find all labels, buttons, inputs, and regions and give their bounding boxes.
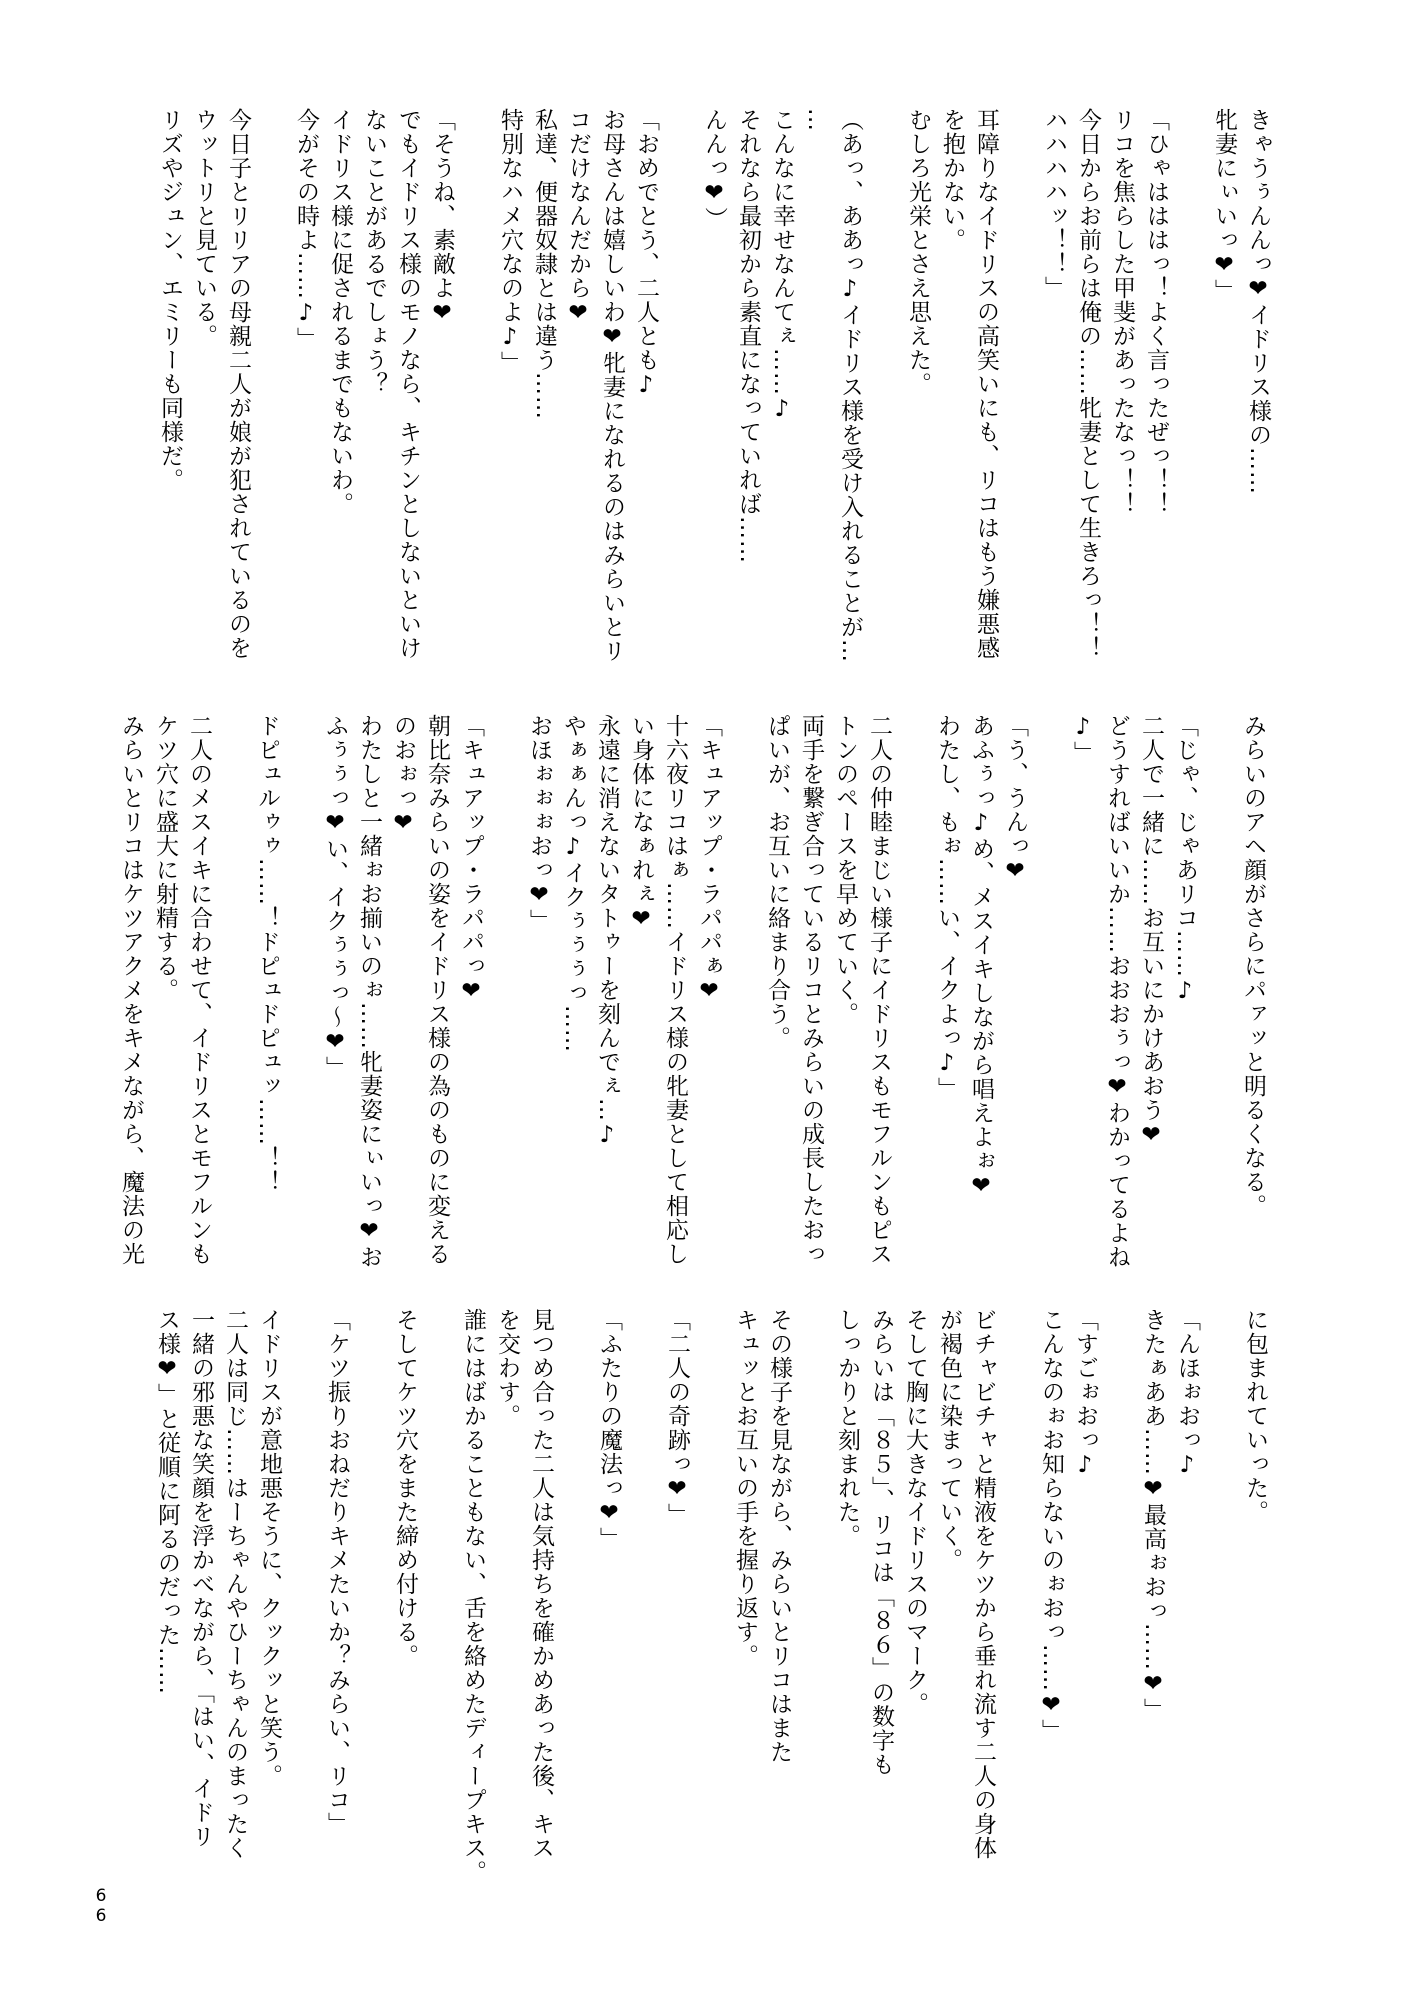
paragraph-gap bbox=[1000, 1308, 1034, 1890]
text-column: 「キュアップ・ラパパっ❤ bbox=[458, 714, 484, 1005]
paragraph-gap bbox=[284, 714, 318, 1296]
text-column: を抱かない。 bbox=[939, 108, 965, 252]
paragraph-gap bbox=[286, 1308, 320, 1890]
text-column: い身体になぁれぇ❤ bbox=[628, 714, 654, 933]
text-column: 二人で一緒に……お互いにかけあおう❤ bbox=[1138, 714, 1164, 1149]
text-column: 今がその時よ……♪」 bbox=[293, 108, 319, 351]
paragraph-gap bbox=[1032, 714, 1066, 1296]
text-column: 朝比奈みらいの姿をイドリス様の為のものに変える bbox=[424, 714, 450, 1266]
text-column: 「ケツ振りおねだりキメたいか？みらい、リコ」 bbox=[324, 1308, 350, 1836]
text-column: それなら最初から素直になっていれば…… bbox=[735, 108, 761, 564]
paragraph-gap bbox=[216, 714, 250, 1296]
text-column: コだけなんだから❤ bbox=[565, 108, 591, 327]
text-column: でもイドリス様のモノなら、キチンとしないといけ bbox=[395, 108, 421, 660]
text-column: 「う、うんっ❤ bbox=[1002, 714, 1028, 885]
text-column: わたしと一緒ぉお揃いのぉ……牝妻姿にぃいっ❤お bbox=[356, 714, 382, 1269]
text-column: 「ふたりの魔法っ❤」 bbox=[596, 1308, 622, 1551]
paragraph-gap bbox=[459, 108, 493, 690]
paragraph-gap bbox=[354, 1308, 388, 1890]
text-column: こんなに幸せなんてぇ……♪ bbox=[769, 108, 795, 423]
paragraph-gap bbox=[1102, 1308, 1136, 1890]
text-column: みらいのアヘ顔がさらにパァッと明るくなる。 bbox=[1240, 714, 1266, 1218]
text-column: きゃうぅんんっ❤イドリス様の…… bbox=[1245, 108, 1271, 495]
text-column: どうすればいいか……おおおぅっ❤わかってるよね bbox=[1104, 714, 1130, 1269]
paragraph-gap bbox=[626, 1308, 660, 1890]
text-column: ないことがあるでしょう？ bbox=[361, 108, 387, 396]
text-column: 二人のメスイキに合わせて、イドリスとモフルンも bbox=[186, 714, 212, 1266]
text-column: やぁぁんっ♪イクぅぅぅっ…… bbox=[560, 714, 586, 1053]
paragraph-gap bbox=[1003, 108, 1037, 690]
text-column: が褐色に染まっていく。 bbox=[936, 1308, 962, 1572]
text-column: リズやジュン、エミリーも同様だ。 bbox=[157, 108, 183, 492]
text-column: 私達、便器奴隷とは違う…… bbox=[531, 108, 557, 420]
text-column: あふぅっ♪め、メスイキしながら唱えよぉ❤ bbox=[968, 714, 994, 1200]
text-column: （あっ、ああっ♪イドリス様を受け入れることが… bbox=[837, 108, 863, 663]
paragraph-gap bbox=[1173, 108, 1207, 690]
text-column: しっかりと刻まれた。 bbox=[834, 1308, 860, 1548]
paragraph-gap bbox=[663, 108, 697, 690]
text-column: ♪」 bbox=[1070, 714, 1096, 765]
text-band-top bbox=[153, 108, 1275, 690]
text-column: 「ひゃはははっ！よく言ったぜっ！！ bbox=[1143, 108, 1169, 516]
text-column: 「キュアップ・ラパパぁ❤ bbox=[696, 714, 722, 1005]
text-column: 永遠に消えないタトゥーを刻んでぇ…♪ bbox=[594, 714, 620, 1149]
text-column: ドピュルゥゥ……！ドピュドピュッ……！！ bbox=[254, 714, 280, 1194]
text-column: わたし、もぉ……い、イクよっ♪」 bbox=[934, 714, 960, 1101]
text-column: きたぁああ……❤最高ぉおっ……❤」 bbox=[1140, 1308, 1166, 1722]
text-column: みらいとリコはケツアクメをキメながら、魔法の光 bbox=[118, 714, 144, 1266]
paragraph-gap bbox=[694, 1308, 728, 1890]
text-column: ケツ穴に盛大に射精する。 bbox=[152, 714, 178, 1002]
text-column: こんなのぉお知らないのぉおっ……❤」 bbox=[1038, 1308, 1064, 1743]
text-band-bottom bbox=[150, 1308, 1272, 1890]
paragraph-gap bbox=[726, 714, 760, 1296]
text-column: 牝妻にぃいっ❤」 bbox=[1211, 108, 1237, 303]
text-column: リコを焦らした甲斐があったなっ！！ bbox=[1109, 108, 1135, 516]
text-column: 見つめ合った二人は気持ちを確かめあった後、キス bbox=[528, 1308, 554, 1860]
text-column: に包まれていった。 bbox=[1242, 1308, 1268, 1524]
text-column: そして胸に大きなイドリスのマーク。 bbox=[902, 1308, 928, 1716]
paragraph-gap bbox=[255, 108, 289, 690]
paragraph-gap bbox=[867, 108, 901, 690]
text-column: ス様❤」と従順に阿るのだった…… bbox=[154, 1308, 180, 1695]
page-number: 66 bbox=[91, 1886, 111, 1926]
text-column: 「そうね、素敵よ❤ bbox=[429, 108, 455, 327]
text-column: キュッとお互いの手を握り返す。 bbox=[732, 1308, 758, 1668]
paragraph-gap bbox=[796, 1308, 830, 1890]
text-column: んんっ❤） bbox=[701, 108, 727, 231]
text-column: 「んほぉおっ♪ bbox=[1174, 1308, 1200, 1479]
text-column: 今日からお前らは俺の……牝妻として生きろっ！！ bbox=[1075, 108, 1101, 660]
text-column: 「すごぉおっ♪ bbox=[1072, 1308, 1098, 1479]
paragraph-gap bbox=[422, 1308, 456, 1890]
text-column: 両手を繋ぎ合っているリコとみらいの成長したおっ bbox=[798, 714, 824, 1266]
text-column: 特別なハメ穴なのよ♪」 bbox=[497, 108, 523, 375]
text-column: イドリス様に促されるまでもないわ。 bbox=[327, 108, 353, 516]
paragraph-gap bbox=[1204, 1308, 1238, 1890]
text-column: ビチャビチャと精液をケツから垂れ流す二人の身体 bbox=[970, 1308, 996, 1860]
text-column: 「じゃ、じゃあリコ……♪ bbox=[1172, 714, 1198, 1005]
text-column: 今日子とリリアの母親二人が娘が犯されているのを bbox=[225, 108, 251, 660]
text-column: みらいは「８５」、リコは「８６」の数字も bbox=[868, 1308, 894, 1777]
text-column: を交わす。 bbox=[494, 1308, 520, 1428]
paragraph-gap bbox=[896, 714, 930, 1296]
text-band-middle bbox=[114, 714, 1270, 1296]
text-column: 一緒の邪悪な笑顔を浮かべながら、「はい、イドリ bbox=[188, 1308, 214, 1849]
text-column: 耳障りなイドリスの高笑いにも、リコはもう嫌悪感 bbox=[973, 108, 999, 660]
text-column: むしろ光栄とさえ思えた。 bbox=[905, 108, 931, 396]
text-column: … bbox=[803, 108, 829, 132]
text-column: ウットリと見ている。 bbox=[191, 108, 217, 348]
text-column: イドリスが意地悪そうに、クックッと笑う。 bbox=[256, 1308, 282, 1788]
text-column: そしてケツ穴をまた締め付ける。 bbox=[392, 1308, 418, 1668]
text-column: トンのペースを早めていく。 bbox=[832, 714, 858, 1026]
paragraph-gap bbox=[1202, 714, 1236, 1296]
text-column: のおぉっ❤ bbox=[390, 714, 416, 837]
paragraph-gap bbox=[558, 1308, 592, 1890]
text-column: おほぉぉぉおっ❤」 bbox=[526, 714, 552, 933]
text-column: ふぅぅっ❤い、イクぅぅっ〜❤」 bbox=[322, 714, 348, 1080]
text-column: お母さんは嬉しいわ❤牝妻になれるのはみらいとリ bbox=[599, 108, 625, 663]
text-column: その様子を見ながら、みらいとリコはまた bbox=[766, 1308, 792, 1764]
text-column: 十六夜リコはぁ……イドリス様の牝妻として相応し bbox=[662, 714, 688, 1266]
text-column: 二人の仲睦まじい様子にイドリスもモフルンもピス bbox=[866, 714, 892, 1266]
text-column: 「二人の奇跡っ❤」 bbox=[664, 1308, 690, 1527]
paragraph-gap bbox=[488, 714, 522, 1296]
text-column: 誰にはばかることもない、舌を絡めたディープキス。 bbox=[460, 1308, 486, 1884]
text-column: 「おめでとう、二人とも♪ bbox=[633, 108, 659, 399]
text-column: 二人は同じ……はーちゃんやひーちゃんのまったく bbox=[222, 1308, 248, 1860]
text-column: ハハハハッ！！」 bbox=[1041, 108, 1067, 300]
text-column: ぱいが、お互いに絡まり合う。 bbox=[764, 714, 790, 1050]
